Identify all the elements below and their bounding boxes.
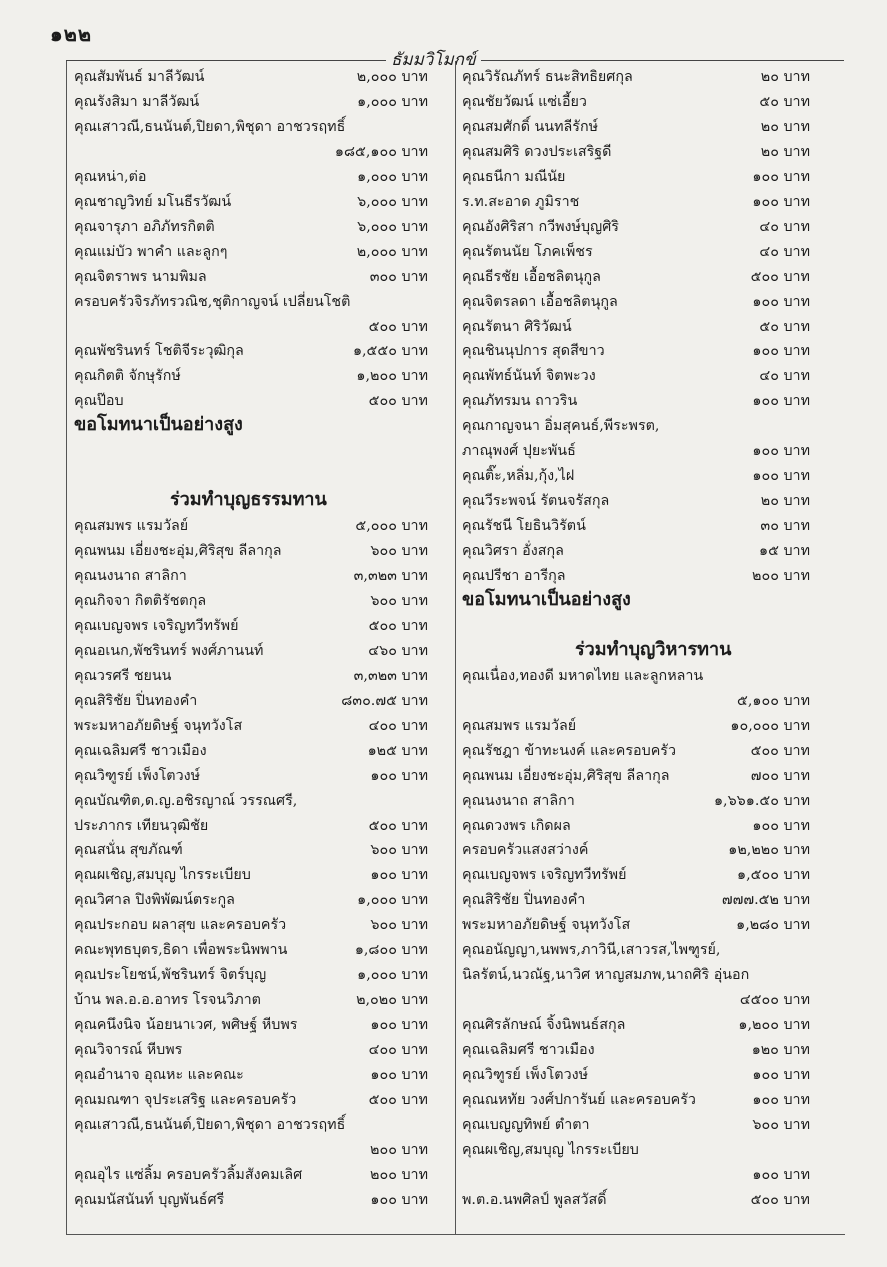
donor-name: คุณอเนก,พัชรินทร์ พงศ์ภานนท์	[74, 642, 264, 659]
donor-name: คุณศิรลักษณ์ จิ้งนิพนธ์สกุล	[462, 1017, 626, 1034]
donor-name: คุณชัยวัฒน์ แซ่เอี้ยว	[462, 93, 587, 110]
donation-amount: ๖๐๐ บาท	[370, 842, 428, 859]
donor-name: คุณสนั่น สุขภัณฑ์	[74, 842, 183, 859]
donor-name: คุณวิศรา อั่งสกุล	[462, 543, 564, 560]
donation-amount: ๕๐๐ บาท	[368, 617, 428, 634]
donation-amount: ๔๕๐๐ บาท	[739, 992, 810, 1009]
donor-name: คุณเฉลิมศรี ชาวเมือง	[462, 1042, 595, 1059]
donation-amount: ๑,๐๐๐ บาท	[357, 967, 428, 984]
donation-amount: ๑๐๐ บาท	[752, 293, 810, 310]
donation-amount: ๖๐๐ บาท	[752, 1116, 810, 1133]
donation-amount: ๒,๐๐๐ บาท	[356, 243, 428, 260]
donor-name: คุณวิจารณ์ หีบพร	[74, 1042, 183, 1059]
donation-amount: ๑๐๐ บาท	[752, 1091, 810, 1108]
donor-name: พระมหาอภัยดิษฐ์ จนุทวังโส	[462, 917, 631, 934]
donor-name: คุณวีระพจน์ รัตนจรัสกุล	[462, 493, 610, 510]
donation-amount: ๑,๕๐๐ บาท	[737, 867, 810, 884]
donor-name: คุณแม่บัว พาคำ และลูกๆ	[74, 243, 228, 260]
donation-amount: ๕๐๐ บาท	[368, 318, 428, 335]
donation-amount: ๓๐ บาท	[760, 518, 810, 535]
donor-name: คุณอำนาจ อุณหะ และคณะ	[74, 1067, 244, 1083]
donation-amount: ๑๐๐ บาท	[752, 193, 810, 210]
donor-name: คุณณหทัย วงศ์ปการันย์ และครอบครัว	[462, 1091, 696, 1108]
donation-amount: ๑๐๐ บาท	[752, 468, 810, 485]
section-heading: ขอโมทนาเป็นอย่างสูง	[462, 588, 631, 610]
donor-name: คุณพนม เอี่ยงชะอุ่ม,ศิริสุข ลีลากุล	[74, 543, 282, 560]
donor-name: คุณอุไร แซ่ลิ้ม ครอบครัวลิ้มสังคมเลิศ	[74, 1166, 303, 1183]
donor-name: คุณกิตติ จักษุรักษ์	[74, 368, 181, 385]
donor-name: คุณผเชิญ,สมบุญ ไกรระเบียบ	[74, 867, 251, 884]
donation-amount: ๑,๕๕๐ บาท	[352, 343, 428, 360]
donation-amount: ๑๘๕,๑๐๐ บาท	[334, 143, 428, 160]
page-number: ๑๒๒	[50, 22, 93, 46]
donation-amount: ๑๐๐ บาท	[752, 817, 810, 834]
donor-name: คุณติ๊ะ,หลิ่ม,กุ้ง,ไฝ	[462, 468, 575, 485]
donor-name: คุณประโยชน์,พัชรินทร์ จิตร์บุญ	[74, 967, 267, 984]
donor-name: ครอบครัวจิรภัทรวณิช,ชุติกาญจน์ เปลี่ยนโชติ	[74, 293, 351, 310]
donor-name: คุณสิริชัย ปิ่นทองคำ	[74, 692, 198, 709]
donor-name: คุณเฉลิมศรี ชาวเมือง	[74, 742, 207, 759]
donor-name: คุณมณฑา จุประเสริฐ และครอบครัว	[74, 1091, 297, 1108]
donation-amount: ๔๐ บาท	[759, 218, 810, 235]
donor-name: คุณหน่า,ต่อ	[74, 168, 147, 185]
donor-name: คุณอนัญญา,นพพร,ภาวินี,เสาวรส,ไพฑูรย์,	[462, 942, 721, 959]
donor-name: คุณชาญวิทย์ มโนธีรวัฒน์	[74, 193, 232, 210]
donor-name: คุณนงนาถ สาลิกา	[74, 568, 187, 584]
donor-name: คุณพัชรินทร์ โชติจีระวุฒิกุล	[74, 343, 244, 360]
donor-name: คุณพัทธ์นันท์ จิตพะวง	[462, 368, 596, 385]
donor-name: คุณมนัสนันท์ บุญพันธ์ศรี	[74, 1191, 225, 1208]
donation-amount: ๑,๒๐๐ บาท	[356, 368, 428, 385]
donation-amount: ๓,๓๒๓ บาท	[353, 568, 428, 584]
donation-amount: ๑๐๐ บาท	[370, 767, 428, 784]
donation-amount: ๑๐,๐๐๐ บาท	[730, 717, 810, 734]
donation-amount: ๖๐๐ บาท	[370, 592, 428, 609]
donor-name: ประภากร เทียนวุฒิชัย	[74, 817, 209, 834]
donor-name: บ้าน พล.อ.อ.อาทร โรจนวิภาต	[74, 992, 261, 1009]
donor-name: คุณคนึงนิจ น้อยนาเวศ, พศิษฐ์ หีบพร	[74, 1017, 298, 1034]
donation-amount: ๓๐๐ บาท	[369, 268, 428, 285]
donor-name: คุณสมพร แรมวัลย์	[462, 717, 577, 734]
donor-name: คุณสิริชัย ปิ่นทองคำ	[462, 892, 586, 909]
donation-amount: ๒๐๐ บาท	[370, 1166, 428, 1183]
donor-name: พ.ต.อ.นพศิลป์ พูลสวัสดิ์	[462, 1191, 607, 1208]
donation-amount: ๕,๑๐๐ บาท	[737, 692, 810, 709]
section-heading: ร่วมทำบุญวิหารทาน	[575, 638, 732, 660]
donation-amount: ๕๐๐ บาท	[750, 268, 810, 285]
donor-name: ภาณุพงศ์ ปุยะพันธ์	[462, 443, 576, 460]
donation-amount: ๒๐ บาท	[760, 69, 810, 85]
donation-amount: ๒๐ บาท	[760, 493, 810, 510]
donation-amount: ๔๐๐ บาท	[368, 1042, 428, 1059]
section-heading: ร่วมทำบุญธรรมทาน	[170, 489, 327, 511]
donation-amount: ๒,๐๐๐ บาท	[356, 69, 428, 85]
column-divider	[455, 61, 456, 1234]
donor-name: คุณธนีกา มณีนัย	[462, 168, 566, 185]
donor-name: คุณชินนุปการ สุดสีขาว	[462, 343, 605, 360]
donation-amount: ๒๐๐ บาท	[752, 568, 810, 584]
donor-name: คุณนงนาถ สาลิกา	[462, 792, 575, 809]
donor-name: คุณผเชิญ,สมบุญ ไกรระเบียบ	[462, 1141, 639, 1158]
donor-name: คุณวิศาล ปิงพิพัฒน์ตระกูล	[74, 892, 235, 909]
donor-name: คุณภัทรมน ถาวริน	[462, 393, 578, 410]
donation-amount: ๔๐ บาท	[759, 368, 810, 385]
donation-amount: ๑,๐๐๐ บาท	[357, 168, 428, 185]
donor-name: คุณป๊อบ	[74, 393, 124, 410]
donation-amount: ๒๐๐ บาท	[370, 1141, 428, 1158]
header-title: ธัมมวิโมกข์	[386, 46, 481, 73]
donation-amount: ๕๐ บาท	[759, 318, 810, 335]
donation-amount: ๑๒๐ บาท	[751, 1042, 810, 1059]
donation-amount: ๕,๐๐๐ บาท	[355, 518, 428, 535]
donor-name: คุณรัชนี โยธินวิรัตน์	[462, 518, 586, 535]
donation-amount: ๒๐ บาท	[760, 143, 810, 160]
donor-name: คุณดวงพร เกิดผล	[462, 817, 571, 834]
donor-name: คุณสมศักดิ์ นนทลีรักษ์	[462, 118, 599, 135]
donation-amount: ๕๐๐ บาท	[750, 1191, 810, 1208]
donor-name: คุณจารุภา อภิภัทรกิตติ	[74, 218, 215, 235]
donor-name: คุณสมศิริ ดวงประเสริฐดี	[462, 143, 612, 160]
donor-name: คุณรัตนา ศิริวัฒน์	[462, 318, 572, 335]
donor-name: คุณเบญจพร เจริญทวีทรัพย์	[462, 867, 627, 884]
donor-name: ร.ท.สะอาด ภูมิราช	[462, 193, 580, 210]
donor-name: คุณวิรัณภัทร์ ธนะสิทธิยศกุล	[462, 69, 633, 85]
donor-name: คณะพุทธบุตร,ธิดา เพื่อพระนิพพาน	[74, 942, 288, 959]
donor-name: คุณเสาวณี,ธนนันต์,ปิยดา,พิชุดา อาชวรฤทธิ์	[74, 1116, 346, 1133]
donation-amount: ๔๐๐ บาท	[368, 717, 428, 734]
donation-amount: ๑๐๐ บาท	[752, 393, 810, 410]
donation-amount: ๗๐๐ บาท	[750, 767, 810, 784]
donation-amount: ๔๐ บาท	[759, 243, 810, 260]
donation-amount: ๑๐๐ บาท	[370, 867, 428, 884]
donor-name: คุณบัณฑิต,ด.ญ.อชิรญาณ์ วรรณศรี,	[74, 792, 298, 809]
donation-amount: ๑๒๕ บาท	[367, 742, 428, 759]
donor-name: คุณสมพร แรมวัลย์	[74, 518, 189, 535]
donation-amount: ๑,๒๐๐ บาท	[738, 1017, 810, 1034]
donor-name: คุณเนื่อง,ทองดี มหาดไทย และลูกหลาน	[462, 667, 704, 684]
donation-amount: ๗๗๗.๕๒ บาท	[721, 892, 810, 909]
donation-amount: ๑๒,๒๒๐ บาท	[728, 842, 810, 859]
donation-amount: ๕๐๐ บาท	[368, 1091, 428, 1108]
donation-amount: ๖,๐๐๐ บาท	[357, 193, 428, 210]
donation-amount: ๖,๐๐๐ บาท	[357, 218, 428, 235]
donation-amount: ๑,๘๐๐ บาท	[354, 942, 428, 959]
donation-amount: ๑,๒๘๐ บาท	[736, 917, 810, 934]
donor-name: คุณปรีชา อารีกุล	[462, 568, 566, 584]
donor-name: พระมหาอภัยดิษฐ์ จนุทวังโส	[74, 717, 243, 734]
donation-amount: ๔๖๐ บาท	[368, 642, 428, 659]
donor-name: ครอบครัวแสงสว่างค์	[462, 842, 589, 859]
donation-amount: ๑๐๐ บาท	[752, 1067, 810, 1083]
donation-amount: ๒๐ บาท	[760, 118, 810, 135]
donation-amount: ๑,๖๖๑.๕๐ บาท	[713, 792, 810, 809]
donation-amount: ๕๐๐ บาท	[368, 817, 428, 834]
donor-name: นิลรัตน์,นวณัฐ,นาวิศ หาญสมภพ,นาถศิริ อุ่นอก	[462, 967, 750, 984]
donation-amount: ๑๐๐ บาท	[752, 168, 810, 185]
donation-amount: ๖๐๐ บาท	[370, 543, 428, 560]
donor-name: คุณเบญจพร เจริญทวีทรัพย์	[74, 617, 239, 634]
donor-name: คุณรังสิมา มาลีวัฒน์	[74, 93, 200, 110]
donation-amount: ๑๐๐ บาท	[752, 343, 810, 360]
donation-amount: ๑,๐๐๐ บาท	[357, 93, 428, 110]
donor-name: คุณรัตนนัย โภคเพ็ชร	[462, 243, 593, 260]
section-heading: ขอโมทนาเป็นอย่างสูง	[74, 414, 243, 436]
donor-name: คุณรัชฎา ข้าทะนงค์ และครอบครัว	[462, 742, 676, 759]
donor-name: คุณพนม เอี่ยงชะอุ่ม,ศิริสุข ลีลากุล	[462, 767, 670, 784]
donor-name: คุณวิฑูรย์ เพ็งโตวงษ์	[462, 1067, 589, 1083]
donation-amount: ๕๐ บาท	[759, 93, 810, 110]
donation-amount: ๓,๓๒๓ บาท	[353, 667, 428, 684]
donor-name: คุณจิตราพร นามพิมล	[74, 268, 207, 285]
donor-name: คุณอังศิริสา กวีพงษ์บุญศิริ	[462, 218, 619, 235]
donation-amount: ๑๐๐ บาท	[752, 443, 810, 460]
donation-amount: ๑๕ บาท	[759, 543, 810, 560]
donation-amount: ๘๓๐.๗๕ บาท	[341, 692, 428, 709]
donation-amount: ๑๐๐ บาท	[370, 1017, 428, 1034]
donation-amount: ๒,๐๒๐ บาท	[356, 992, 428, 1009]
donation-amount: ๕๐๐ บาท	[368, 393, 428, 410]
donor-name: คุณกิจจา กิตติรัชตกุล	[74, 592, 207, 609]
donation-amount: ๑,๐๐๐ บาท	[357, 892, 428, 909]
donor-name: คุณวิฑูรย์ เพ็งโตวงษ์	[74, 767, 201, 784]
donation-amount: ๑๐๐ บาท	[370, 1067, 428, 1083]
donation-amount: ๖๐๐ บาท	[370, 917, 428, 934]
donor-name: คุณวรศรี ชยนน	[74, 667, 172, 684]
donation-amount: ๕๐๐ บาท	[750, 742, 810, 759]
donor-name: คุณธีรชัย เอื้อชลิตนุกูล	[462, 268, 601, 285]
donation-amount: ๑๐๐ บาท	[370, 1191, 428, 1208]
donor-name: คุณจิตรลดา เอื้อชลิตนุกูล	[462, 293, 618, 310]
donor-name: คุณเสาวณี,ธนนันต์,ปิยดา,พิชุดา อาชวรฤทธิ์	[74, 118, 346, 135]
donor-name: คุณสัมพันธ์ มาลีวัฒน์	[74, 69, 205, 85]
donor-name: คุณกาญจนา อิ่มสุคนธ์,พีระพรต,	[462, 418, 660, 435]
donation-amount: ๑๐๐ บาท	[752, 1166, 810, 1183]
donor-name: คุณเบญญทิพย์ ตำตา	[462, 1116, 590, 1133]
donor-name: คุณประกอบ ผลาสุข และครอบครัว	[74, 917, 287, 934]
